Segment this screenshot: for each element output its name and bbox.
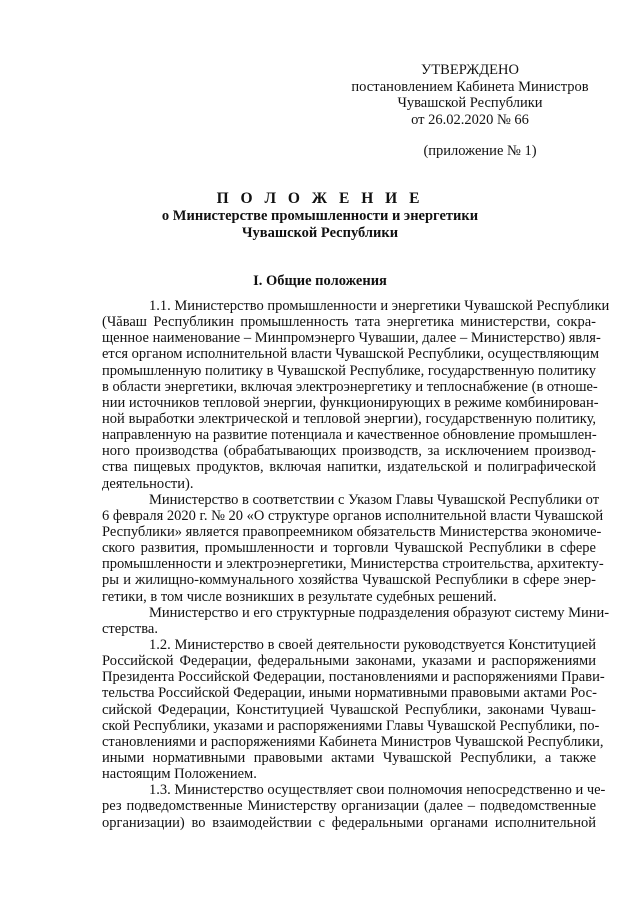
document-title-sub-line: о Министерстве промышленности и энергетики — [161, 208, 479, 224]
paragraph-line: иными нормативными правовыми актами Чувашской Республики, а также — [102, 749, 596, 766]
approval-authority: постановлением Кабинета Министров — [351, 78, 589, 95]
paragraph-line: рез подведомственные Министерству организации (далее – подведомственные — [102, 798, 596, 815]
paragraph-line: Министерство и его структурные подразделения образуют систему Мини- — [149, 604, 610, 621]
paragraph-line: в области энергетики, включая электроэнергетику и теплоснабжение (в отноше- — [102, 378, 598, 395]
paragraph-line: промышленную политику в Чувашской Республике, государственную политику — [102, 362, 596, 379]
paragraph-line: организации) во взаимодействии с федеральными органами исполнительной — [102, 814, 596, 831]
paragraph-line: щенное наименование – Минпромэнерго Чувашии, далее – Министерство) явля- — [102, 330, 601, 347]
document-title-main: П О Л О Ж Е Н И Е — [216, 190, 424, 207]
paragraph-line: ной выработки электрической и тепловой энергии), государственную политику, — [102, 410, 596, 427]
paragraph-line: Республики» является правопреемником обязательств Министерства экономиче- — [102, 523, 602, 540]
approval-date-number: от 26.02.2020 № 66 — [411, 111, 529, 128]
paragraph-line: 1.2. Министерство в своей деятельности руководствуется Конституцией — [149, 636, 596, 653]
paragraph-line: промышленности и электроэнергетики, Министерства строительства, архитекту- — [102, 556, 604, 573]
paragraph-line: 6 февраля 2020 г. № 20 «О структуре органов исполнительной власти Чувашской — [102, 507, 604, 524]
paragraph-line: гетики, в том числе возникших в результате судебных решений. — [102, 588, 497, 605]
paragraph-line: деятельности). — [102, 475, 194, 492]
paragraph-line: Министерство в соответствии с Указом Главы Чувашской Республики от — [149, 491, 600, 508]
paragraph-line: Президента Российской Федерации, постановлениями и распоряжениями Прави- — [102, 669, 605, 686]
approval-stamp — [340, 62, 600, 128]
document-title — [100, 189, 540, 241]
section-heading: I. Общие положения — [253, 273, 387, 289]
paragraph-line: Российской Федерации, федеральными законами, указами и распоряжениями — [102, 653, 596, 670]
paragraph-line: ного производства (обрабатывающих производств, за исключением производ- — [102, 443, 596, 460]
paragraph-line: ется органом исполнительной власти Чувашской Республики, осуществляющим — [102, 346, 600, 363]
paragraph-line: ской Республики, указами и распоряжениями Главы Чувашской Республики, по- — [102, 717, 600, 734]
paragraph-line: 1.1. Министерство промышленности и энергетики Чувашской Республики — [149, 298, 610, 314]
document-title-sub-line: Чувашской Республики — [241, 224, 399, 241]
paragraph-line: становлениями и распоряжениями Кабинета Министров Чувашской Республики, — [102, 733, 604, 750]
paragraph-line: направленную на развитие потенциала и качественное обновление промышлен- — [102, 427, 597, 444]
paragraph-line: сийской Федерации, Конституцией Чувашской Республики, законами Чуваш- — [102, 701, 596, 718]
paragraph-line: ры и жилищно-коммунального хозяйства Чувашской Республики в сфере энер- — [102, 572, 596, 589]
document-body — [102, 298, 610, 831]
appendix-note: (приложение № 1) — [423, 143, 537, 159]
approval-heading: УТВЕРЖДЕНО — [421, 62, 519, 78]
paragraph-line: (Чăваш Республикин промышленность тата энергетика министерстви, сокра- — [102, 314, 596, 331]
paragraph-line: 1.3. Министерство осуществляет свои полномочия непосредственно и че- — [149, 782, 606, 799]
paragraph-line: тельства Российской Федерации, иными нормативными правовыми актами Рос- — [102, 685, 597, 702]
paragraph-line: настоящим Положением. — [102, 766, 257, 783]
paragraph-line: ского развития, промышленности и торговли Чувашской Республики в сфере — [102, 540, 596, 557]
paragraph-line: ства пищевых продуктов, включая напитки, издательской и полиграфической — [102, 459, 596, 476]
paragraph-line: стерства. — [102, 620, 158, 637]
approval-region: Чувашской Республики — [397, 95, 543, 111]
paragraph-line: нии источников тепловой энергии, функционирующих в режиме комбинирован- — [102, 394, 599, 411]
